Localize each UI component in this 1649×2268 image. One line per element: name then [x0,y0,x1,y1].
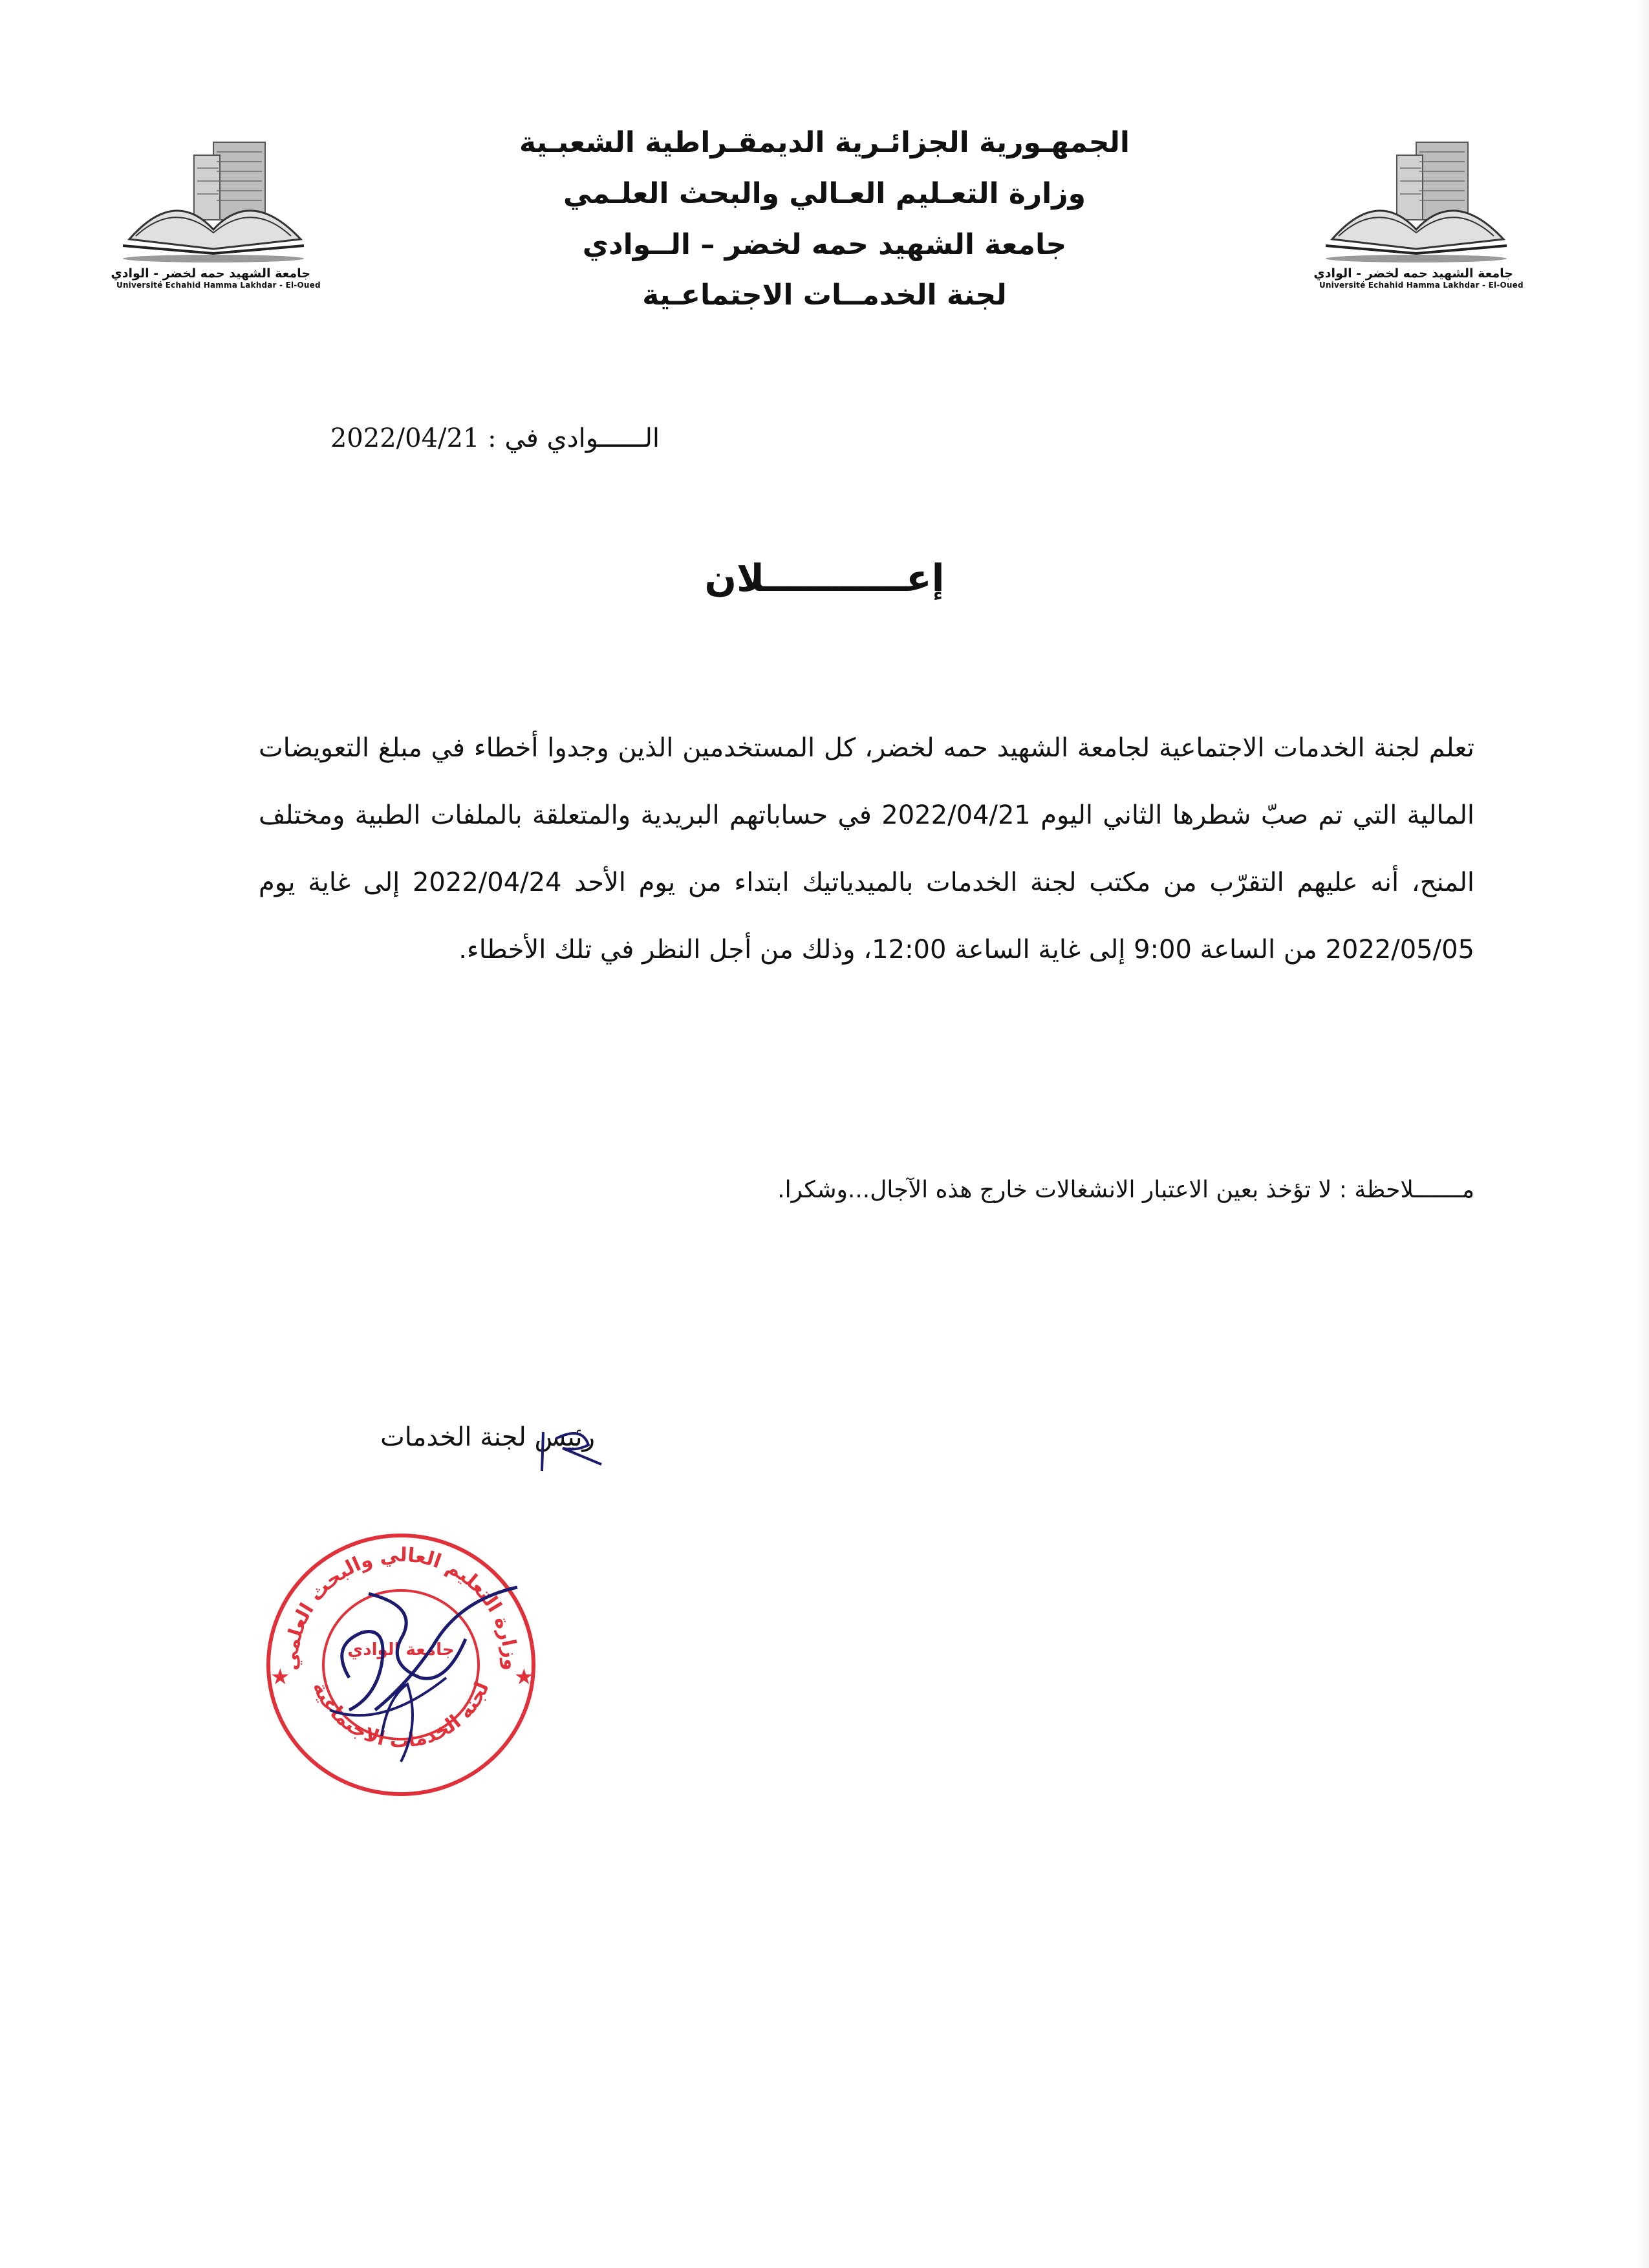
official-stamp [252,1516,550,1813]
logo-caption-arabic: جامعة الشهيد حمه لخضر - الوادي [111,266,310,281]
ministry-name: وزارة التعـليم العـالي والبحث العلـمي [563,177,1086,210]
stamp-text-top: وزارة التعليم العالي والبحث العلمي [279,1543,523,1671]
announcement-title: إعـــــــــــلان [704,556,945,600]
note-text: مـــــــلاحظة : لا تؤخذ بعين الاعتبار الانشغالات خارج هذه الآجال...وشكرا. [777,1177,1474,1203]
university-logo-right [1313,129,1524,304]
logo-caption-arabic: جامعة الشهيد حمه لخضر - الوادي [1313,266,1513,281]
stamp-text-middle: جامعة الوادي [347,1640,455,1660]
university-name: جامعة الشهيد حمه لخضر – الــوادي [582,228,1067,261]
document-date: الــــــوادي في : 2022/04/21 [330,423,660,453]
star-icon: ★ [514,1664,534,1690]
university-logo-left [111,129,321,304]
university-building-book-logo-icon [116,129,310,265]
announcement-body: تعلم لجنة الخدمات الاجتماعية لجامعة الشهيد حمه لخضر، كل المستخدمين الذين وجدوا أخطاء في مبلغ التعويضات المالية التي تم صبّ شطرها الثاني اليوم 2022/04/21 في حساباتهم البريدية والمتعلقة بالملفات الطبية ومختلف المنح، أنه عليهم التقرّب من مكتب لجنة الخدمات بالميدياتيك ابتداء من يوم الأحد 2022/04/24 إلى غاية يوم 2022/05/05 من الساعة 9:00 إلى غاية الساعة 12:00، وذلك من أجل النظر في تلك الأخطاء. [259,733,1474,965]
committee-name: لجنة الخدمــات الاجتماعـية [642,279,1007,312]
logo-caption-french: Université Echahid Hamma Lakhdar - El-Oued [1319,281,1524,290]
university-building-book-logo-icon [1319,129,1513,265]
republic-name: الجمهـورية الجزائـرية الديمقـراطية الشعبـية [519,126,1130,159]
star-icon: ★ [270,1664,290,1690]
stamp-text-bottom: لجنة الخدمات الاجتماعية [308,1678,494,1753]
scan-edge [1637,0,1649,2268]
letterhead [388,126,1261,330]
signatory-title: رئيس لجنة الخدمات [380,1422,595,1452]
logo-caption-french: Université Echahid Hamma Lakhdar - El-Oued [116,281,321,290]
handwritten-initials [537,1419,614,1477]
